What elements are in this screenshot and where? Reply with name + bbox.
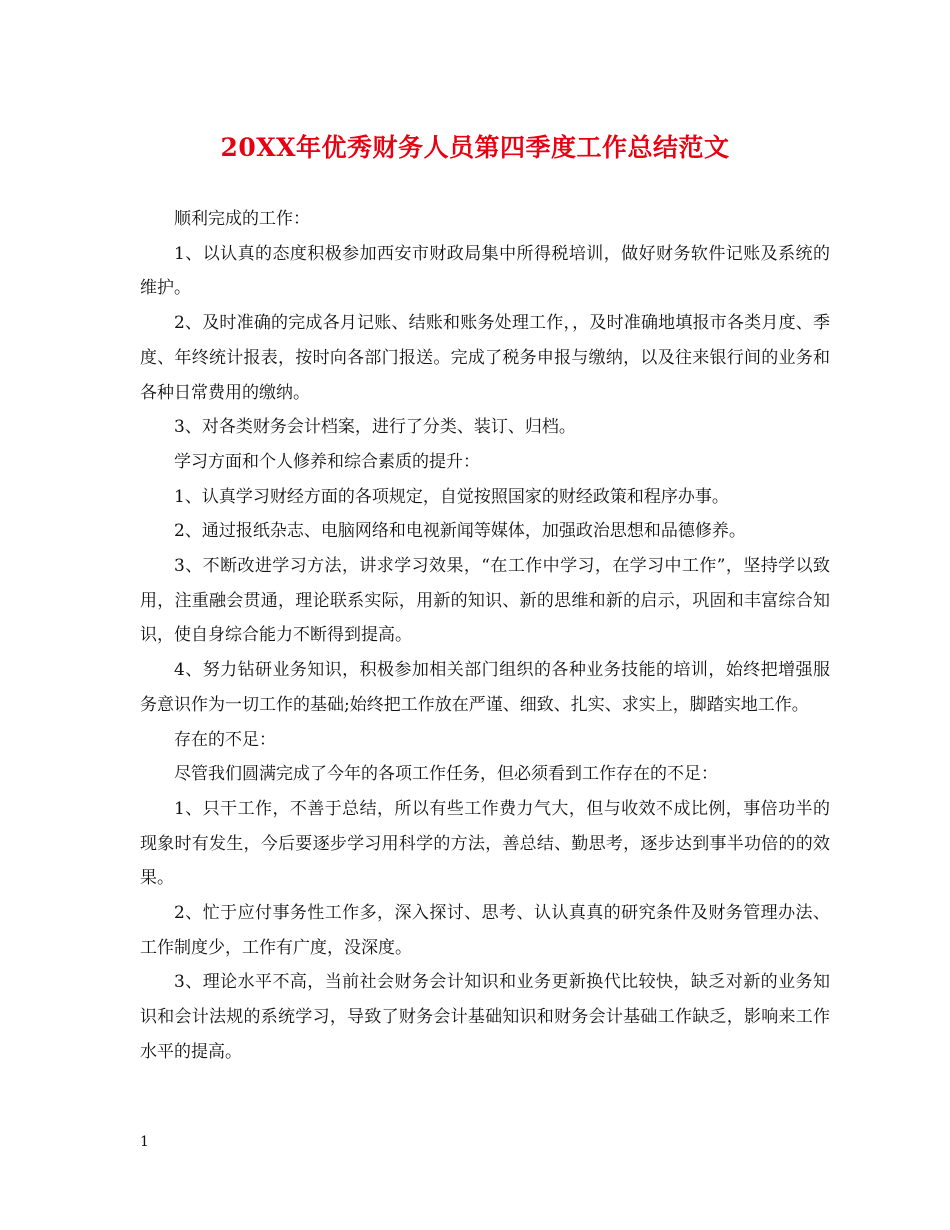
paragraph: 存在的不足： [174,729,276,750]
paragraph: 3、对各类财务会计档案，进行了分类、装订、归档。 [174,417,576,438]
paragraph: 2、及时准确的完成各月记账、结账和账务处理工作，，及时准确地填报市各类月度、季度、年终统计报表，按时向各部门报送。完成了税务申报与缴纳，以及往来银行间的业务和各种日常费用的缴纳。 [140,313,830,403]
paragraph: 学习方面和个人修养和综合素质的提升： [174,451,480,472]
paragraph: 4、努力钻研业务知识，积极参加相关部门组织的各种业务技能的培训，始终把增强服务意识作为一切工作的基础;始终把工作放在严谨、细致、扎实、求实上，脚踏实地工作。 [140,660,830,715]
page-number: 1 [140,1134,149,1150]
paragraph: 1、认真学习财经方面的各项规定，自觉按照国家的财经政策和程序办事。 [174,486,729,507]
paragraph: 1、以认真的态度积极参加西安市财政局集中所得税培训，做好财务软件记账及系统的维护。 [140,243,830,299]
paragraph: 2、忙于应付事务性工作多，深入探讨、思考、认认真真的研究条件及财务管理办法、工作制度少，工作有广度，没深度。 [140,903,830,958]
paragraph: 3、理论水平不高，当前社会财务会计知识和业务更新换代比较快，缺乏对新的业务知识和会计法规的系统学习，导致了财务会计基础知识和财务会计基础工作缺乏，影响来工作水平的提高。 [140,972,830,1062]
paragraph: 顺利完成的工作： [174,209,310,229]
paragraph: 1、只干工作，不善于总结，所以有些工作费力气大，但与收效不成比例，事倍功半的现象时有发生，今后要逐步学习用科学的方法，善总结、勤思考，逐步达到事半功倍的的效果。 [140,798,830,889]
paragraph: 3、不断改进学习方法，讲求学习效果，“在工作中学习，在学习中工作”，坚持学以致用，注重融会贯通，理论联系实际，用新的知识、新的思维和新的启示，巩固和丰富综合知识，使自身综合能力不断得到提高。 [140,556,830,646]
document-title: 20XX年优秀财务人员第四季度工作总结范文 [220,133,730,162]
document-body [140,202,830,1070]
paragraph: 2、通过报纸杂志、电脑网络和电视新闻等媒体，加强政治思想和品德修养。 [174,521,746,542]
paragraph: 尽管我们圆满完成了今年的各项工作任务，但必须看到工作存在的不足： [174,764,718,785]
